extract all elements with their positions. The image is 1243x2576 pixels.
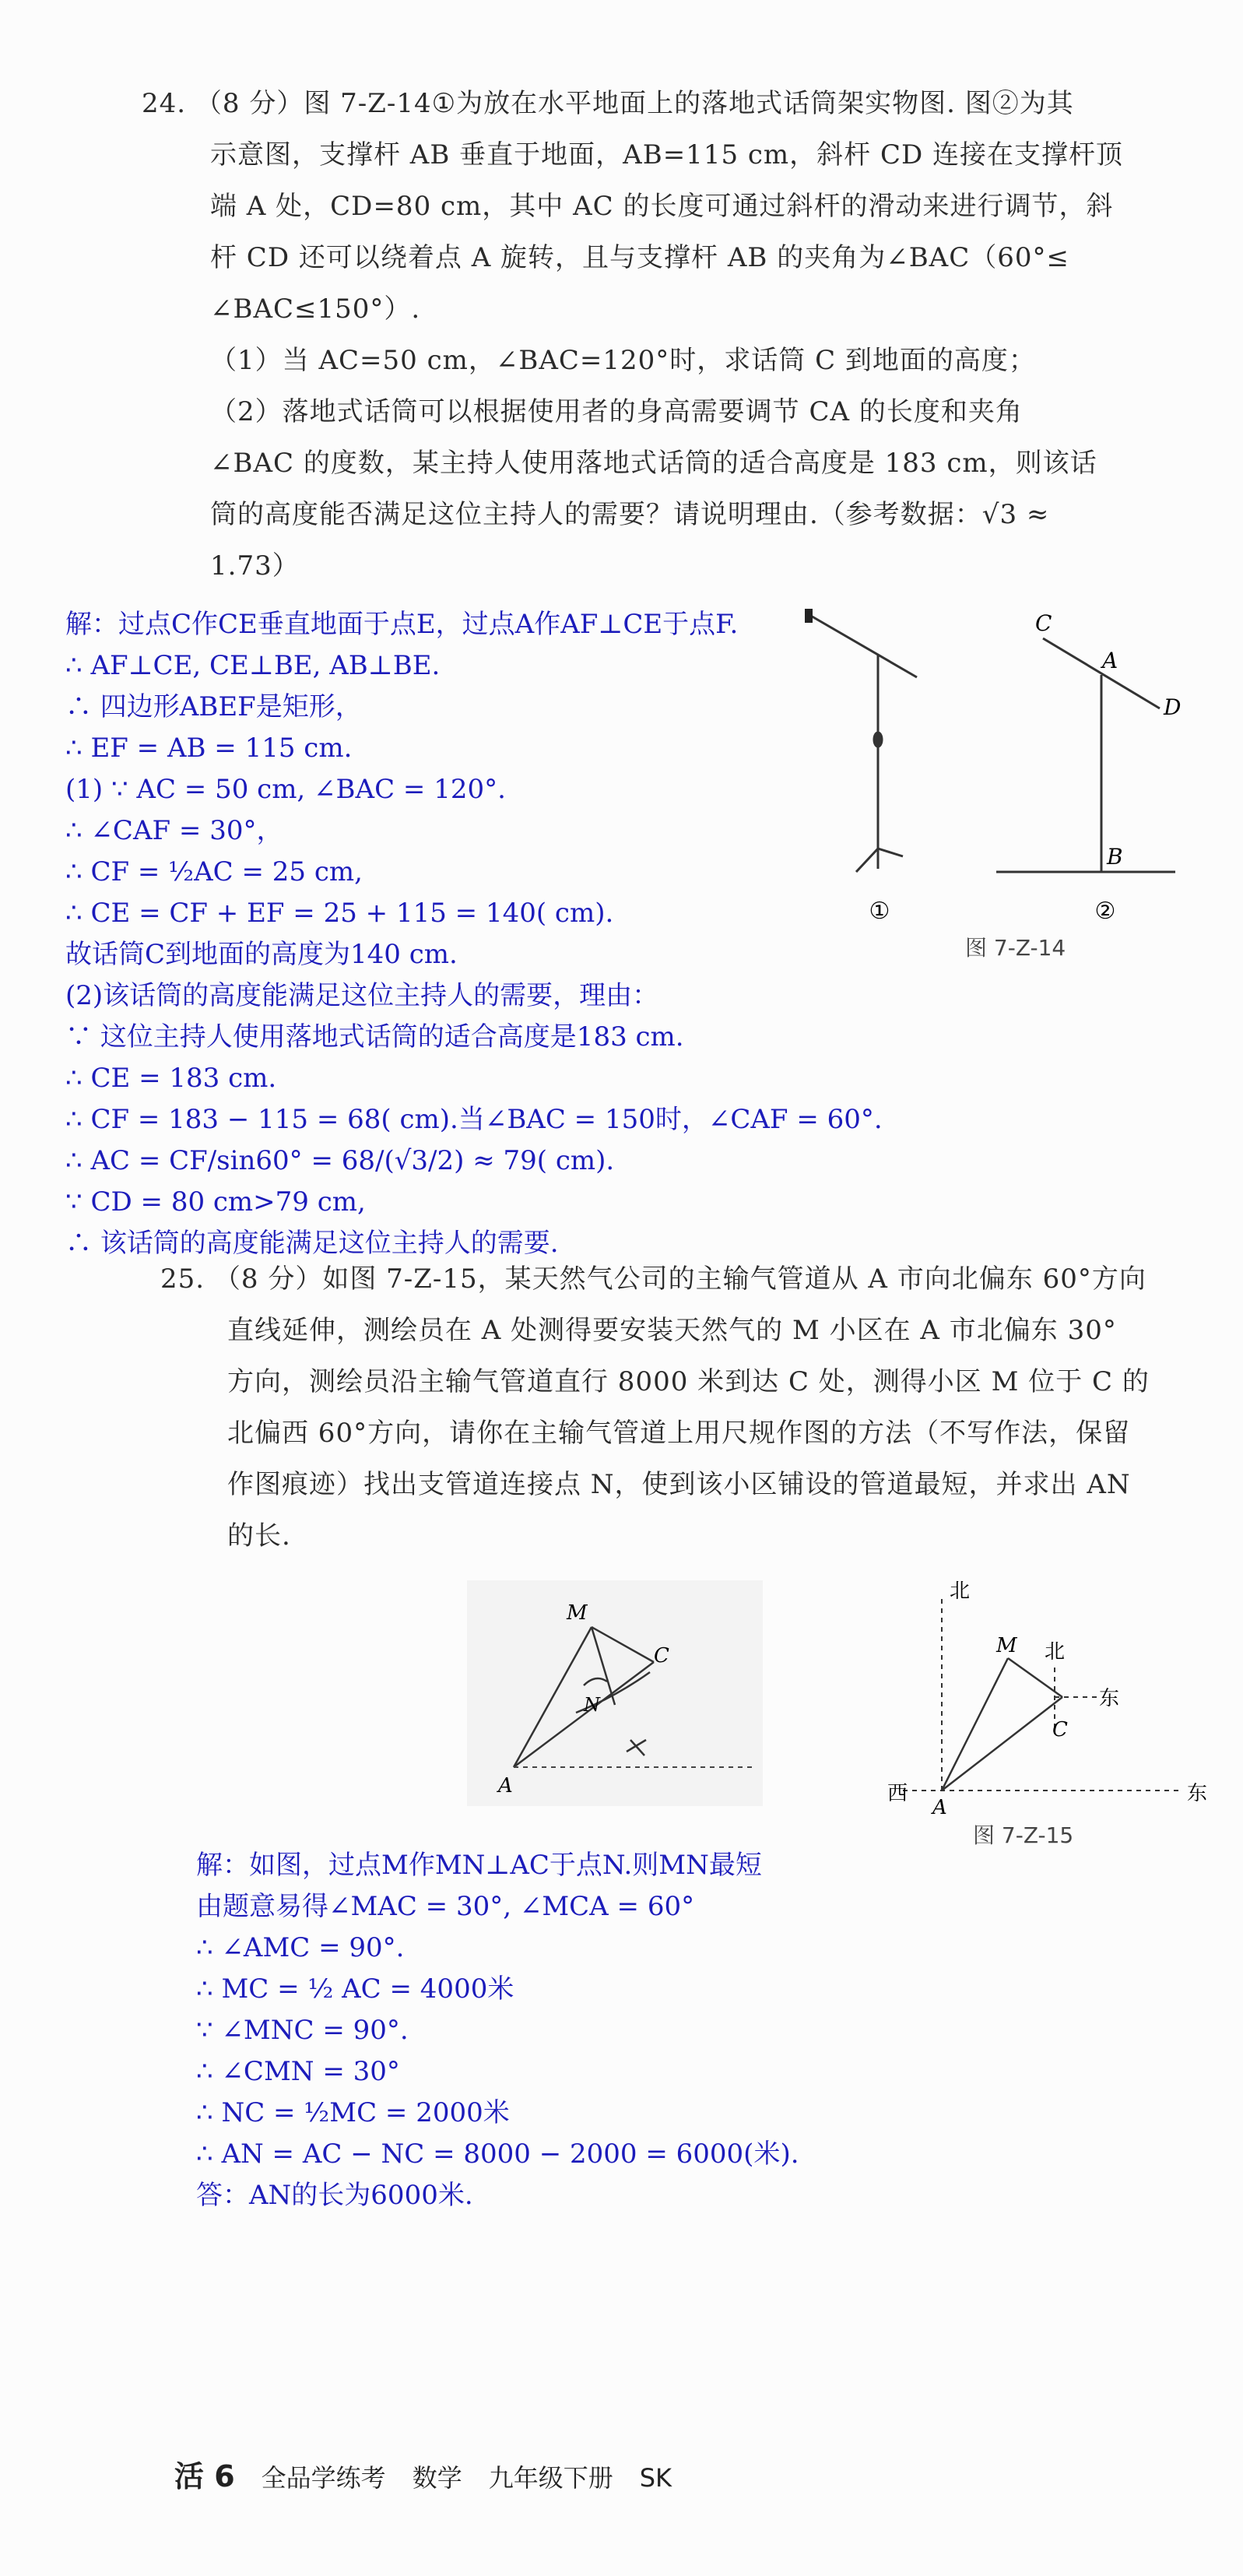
north-label: 北: [1045, 1640, 1066, 1664]
solution-line: ∵ 这位主持人使用落地式话筒的适合高度是183 cm.: [65, 1021, 684, 1053]
solution-line: 解：过点C作CE垂直地面于点E，过点A作AF⊥CE于点F.: [65, 609, 739, 640]
point-label: C: [654, 1644, 669, 1668]
point-label: A: [932, 1796, 947, 1814]
q24-line: ∠BAC 的度数，某主持人使用落地式话筒的适合高度是 183 cm，则该话: [210, 448, 1097, 479]
point-label: A: [498, 1774, 513, 1798]
subject: 数学: [412, 2463, 462, 2493]
solution-line: ∴ ∠CAF = 30°，: [65, 815, 283, 846]
q25-line: 25. （8 分）如图 7-Z-15，某天然气公司的主输气管道从 A 市向北偏东 60°方向: [160, 1263, 1146, 1295]
q25-line: 北偏西 60°方向，请你在主输气管道上用尺规作图的方法（不写作法，保留: [227, 1418, 1131, 1449]
solution-line: ∴ CE = 183 cm.: [65, 1063, 277, 1094]
east-label: 东: [1099, 1687, 1120, 1710]
solution-line: 故话筒C到地面的高度为140 cm.: [65, 939, 458, 970]
solution-line: ∴ AC = CF/sin60° = 68/(√3/2) ≈ 79( cm).: [65, 1145, 615, 1176]
q24-line: （2）落地式话筒可以根据使用者的身高需要调节 CA 的长度和夹角: [210, 396, 1023, 427]
q25-text: [160, 1253, 1150, 1562]
solution-line: ∴ EF = AB = 115 cm.: [65, 733, 353, 764]
figure-label: ①: [869, 898, 890, 925]
q24-line: 1.73）: [210, 550, 300, 582]
solution-line: ∴ AF⊥CE, CE⊥BE, AB⊥BE.: [65, 650, 441, 681]
point-label: M: [996, 1634, 1017, 1657]
solution-line: ∵ ∠MNC = 90°.: [196, 2015, 409, 2046]
figure-caption: 图 7-Z-14: [965, 935, 1066, 961]
q24-line: 示意图，支撑杆 AB 垂直于地面，AB=115 cm，斜杆 CD 连接在支撑杆顶: [210, 139, 1124, 170]
east-label: 东: [1187, 1782, 1208, 1805]
q25-line: 的长.: [227, 1520, 291, 1552]
solution-line: ∴ NC = ½MC = 2000米: [196, 2097, 510, 2128]
solution-line: ∵ CD = 80 cm>79 cm,: [65, 1186, 366, 1218]
solution-line: ∴ 四边形ABEF是矩形，: [65, 691, 362, 722]
solution-line: 答：AN的长为6000米.: [196, 2180, 473, 2211]
q24-line: 杆 CD 还可以绕着点 A 旋转，且与支撑杆 AB 的夹角为∠BAC（60°≤: [210, 242, 1070, 273]
q25-line: 直线延伸，测绘员在 A 处测得要安装天然气的 M 小区在 A 市北偏东 30°: [227, 1315, 1117, 1346]
q25-line: 方向，测绘员沿主输气管道直行 8000 米到达 C 处，测得小区 M 位于 C 的: [227, 1366, 1150, 1397]
q25-solution: [196, 1845, 799, 2216]
solution-line: ∴ CE = CF + EF = 25 + 115 = 140( cm).: [65, 898, 614, 929]
figure-7-z-14: [794, 599, 1230, 989]
solution-line: 解：如图，过点M作MN⊥AC于点N.则MN最短: [196, 1850, 762, 1881]
solution-line: (2)该话筒的高度能满足这位主持人的需要，理由：: [65, 980, 659, 1011]
point-label: B: [1107, 844, 1123, 870]
microphone-icon: [805, 609, 813, 623]
figure-caption: 图 7-Z-15: [973, 1822, 1074, 1848]
figure-7-z-15: [872, 1580, 1214, 1814]
point-label: C: [1035, 610, 1052, 636]
q25-line: 作图痕迹）找出支管道连接点 N，使到该小区铺设的管道最短，并求出 AN: [227, 1469, 1131, 1500]
q24-line: ∠BAC≤150°）.: [210, 293, 421, 325]
solution-line: ∴ CF = 183 − 115 = 68( cm).当∠BAC = 150时，∠CAF = 60°.: [65, 1104, 883, 1135]
solution-line: ∴ ∠CMN = 30°: [196, 2056, 400, 2087]
q24-text: [142, 78, 1123, 592]
point-label: A: [1102, 648, 1118, 673]
solution-line: 由题意易得∠MAC = 30°, ∠MCA = 60°: [196, 1891, 695, 1922]
solution-line: ∴ MC = ½ AC = 4000米: [196, 1973, 514, 2005]
mic-stand-photo: [809, 615, 917, 872]
edition: SK: [639, 2463, 672, 2493]
grade: 九年级下册: [488, 2463, 613, 2493]
q24-solution: [65, 604, 883, 1264]
north-label: 北: [950, 1580, 971, 1603]
point-label: M: [567, 1601, 588, 1625]
solution-line: ∴ ∠AMC = 90°.: [196, 1932, 405, 1963]
figure-label: ②: [1094, 898, 1116, 925]
solution-line: ∴ AN = AC − NC = 8000 − 2000 = 6000(米).: [196, 2138, 799, 2170]
point-label: D: [1164, 694, 1182, 720]
point-label: C: [1052, 1718, 1068, 1741]
page-footer: [174, 2452, 672, 2495]
mic-stand-schematic: [996, 638, 1175, 872]
solution-line: ∴ 该话筒的高度能满足这位主持人的需要.: [65, 1228, 559, 1259]
book-title: 全品学练考: [261, 2463, 386, 2493]
solution-line: ∴ CF = ½AC = 25 cm,: [65, 856, 363, 887]
construction-sketch: [467, 1580, 763, 1806]
q24-line: 24. （8 分）图 7-Z-14①为放在水平地面上的落地式话筒架实物图. 图②为其: [142, 88, 1074, 119]
page-number: 活 6: [174, 2459, 235, 2493]
q24-line: 筒的高度能否满足这位主持人的需要？请说明理由.（参考数据：√3 ≈: [210, 499, 1050, 530]
point-label: N: [584, 1694, 600, 1716]
q24-line: （1）当 AC=50 cm，∠BAC=120°时，求话筒 C 到地面的高度；: [210, 345, 1036, 376]
west-label: 西: [887, 1782, 908, 1805]
solution-line: (1) ∵ AC = 50 cm, ∠BAC = 120°.: [65, 774, 506, 805]
q24-line: 端 A 处，CD=80 cm，其中 AC 的长度可通过斜杆的滑动来进行调节，斜: [210, 191, 1114, 222]
